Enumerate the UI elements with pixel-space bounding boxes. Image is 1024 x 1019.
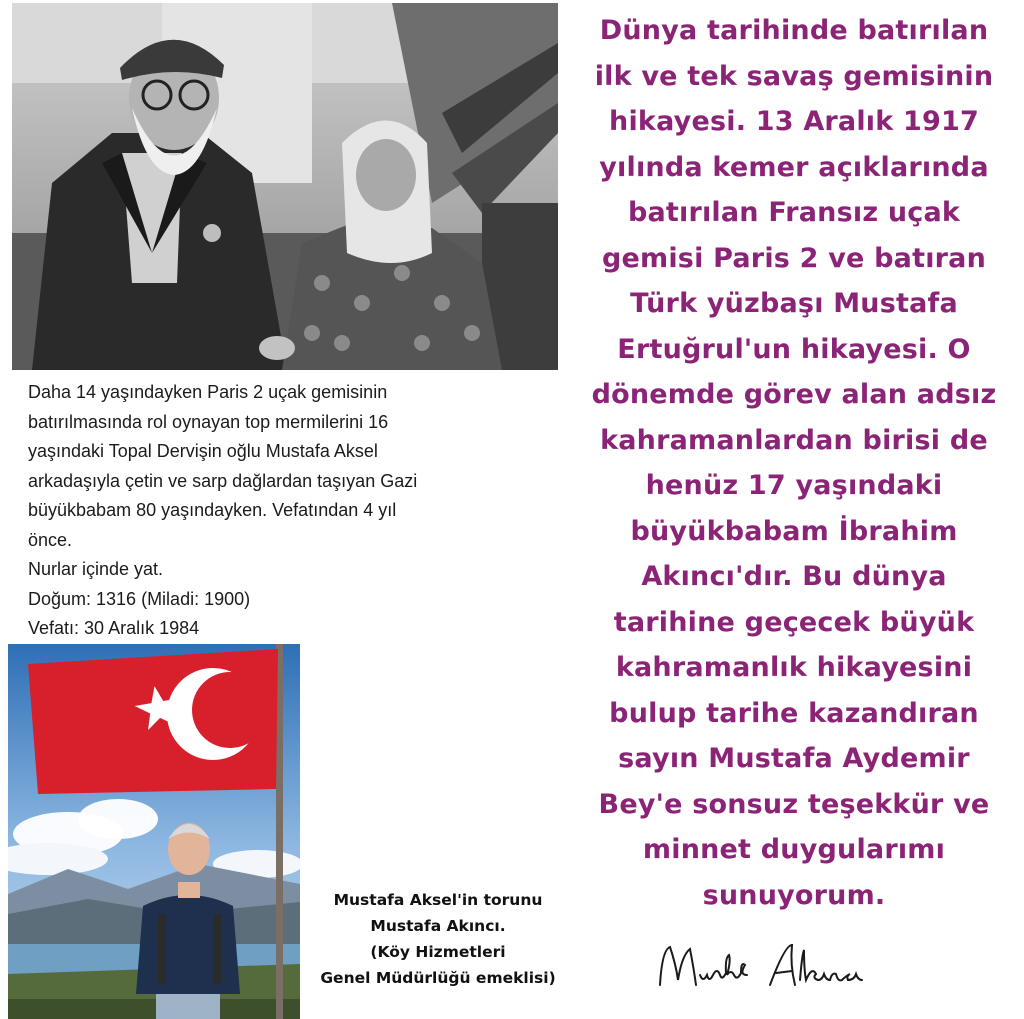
story-line: henüz 17 yaşındaki: [645, 470, 943, 501]
caption-line: Vefatı: 30 Aralık 1984: [28, 618, 200, 638]
grandson-photo: [8, 644, 300, 1019]
story-line: ilk ve tek savaş gemisinin: [594, 60, 994, 92]
story-line: Bey'e sonsuz teşekkür ve: [598, 788, 990, 820]
caption-line: büyükbabam 80 yaşındayken. Vefatından 4 yıl: [28, 500, 397, 520]
story-line: minnet duygularımı: [642, 834, 946, 865]
story-line: batırılan Fransız uçak: [627, 197, 961, 228]
grandson-photo-illustration: [8, 644, 300, 1019]
story-line: Türk yüzbaşı Mustafa: [630, 288, 958, 319]
grandson-caption: [300, 887, 576, 991]
grandson-caption-line: Mustafa Aksel'in torunu: [333, 891, 543, 909]
story-line: kahramanlardan birisi de: [600, 424, 988, 456]
story-line: bulup tarihe kazandıran: [609, 697, 979, 729]
story-line: gemisi Paris 2 ve batıran: [601, 242, 987, 274]
couple-photo: [12, 3, 558, 370]
story-line: sunuyorum.: [702, 879, 886, 911]
story-line: tarihine geçecek büyük: [613, 606, 975, 638]
story-line: Ertuğrul'un hikayesi. O: [617, 333, 971, 365]
caption-line: Doğum: 1316 (Miladi: 1900): [28, 588, 251, 609]
story-text: [572, 8, 1016, 918]
caption-line: yaşındaki Topal Dervişin oğlu Mustafa Aksel: [28, 441, 378, 461]
caption-line: arkadaşıyla çetin ve sarp dağlardan taşıyan Gazi: [28, 470, 418, 491]
caption-line: Daha 14 yaşındayken Paris 2 uçak gemisinin: [28, 382, 388, 402]
grandson-caption-line: Genel Müdürlüğü emeklisi): [320, 969, 556, 987]
memorial-caption: [28, 378, 548, 644]
signature: [650, 935, 920, 1005]
caption-line: önce.: [28, 529, 73, 550]
story-line: dönemde görev alan adsız: [591, 379, 997, 410]
story-line: Akıncı'dır. Bu dünya: [641, 561, 947, 592]
caption-line: batırılmasında rol oynayan top mermilerini 16: [28, 411, 389, 432]
story-line: sayın Mustafa Aydemir: [618, 743, 970, 774]
caption-line: Nurlar içinde yat.: [28, 559, 164, 579]
signature-drawing: [650, 935, 920, 1005]
grandson-caption-line: (Köy Hizmetleri: [370, 943, 506, 961]
story-line: hikayesi. 13 Aralık 1917: [609, 106, 979, 137]
story-line: kahramanlık hikayesini: [615, 652, 973, 683]
story-line: büyükbabam İbrahim: [630, 515, 958, 547]
grandson-caption-line: Mustafa Akıncı.: [370, 917, 506, 935]
couple-photo-illustration: [12, 3, 558, 370]
story-line: Dünya tarihinde batırılan: [599, 15, 989, 46]
story-line: yılında kemer açıklarında: [599, 151, 989, 183]
